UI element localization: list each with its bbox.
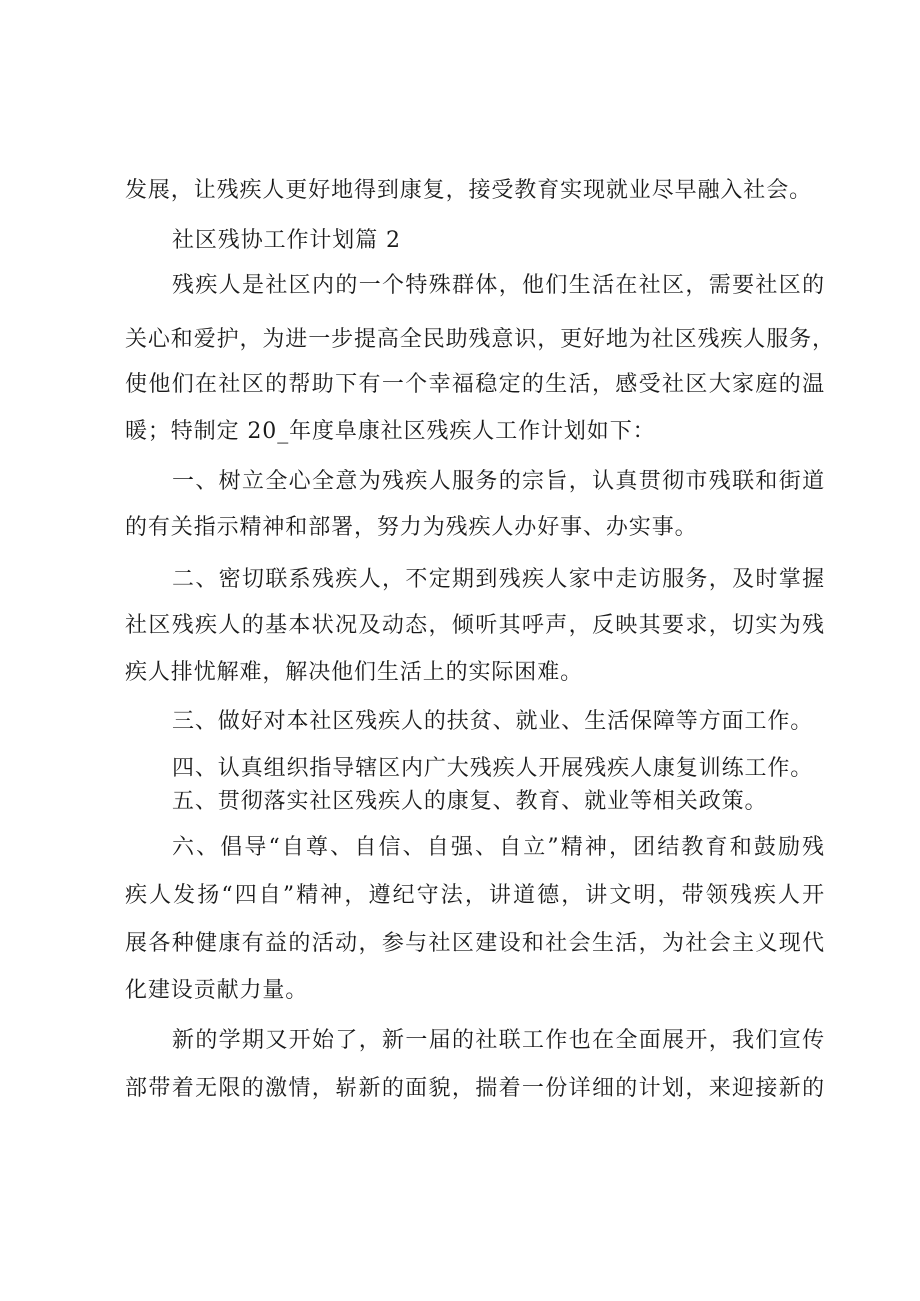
text-line: 发展，让残疾人更好地得到康复，接受教育实现就业尽早融入社会。: [125, 178, 813, 203]
text-line: 的有关指示精神和部署，努力为残疾人办好事、办实事。: [125, 515, 698, 540]
text-line: 展各种健康有益的活动，参与社区建设和社会生活，为社会主义现代: [125, 931, 825, 956]
text-line: 五、贯彻落实社区残疾人的康复、教育、就业等相关政策。: [172, 789, 768, 814]
text-line: 四、认真组织指导辖区内广大残疾人开展残疾人康复训练工作。: [172, 756, 814, 781]
text-line: 暖；特制定 20_年度阜康社区残疾人工作计划如下：: [125, 419, 656, 444]
text-line: 使他们在社区的帮助下有一个幸福稳定的生活，感受社区大家庭的温: [125, 372, 825, 397]
text-line: 化建设贡献力量。: [125, 978, 309, 1003]
text-line: 六、倡导“自尊、自信、自强、自立”精神，团结教育和鼓励残: [172, 835, 825, 860]
text-line: 关心和爱护，为进一步提高全民助残意识，更好地为社区残疾人服务，: [125, 327, 835, 352]
text-line: 疾人排忧解难，解决他们生活上的实际困难。: [125, 660, 584, 685]
text-line: 二、密切联系残疾人，不定期到残疾人家中走访服务，及时掌握: [172, 567, 825, 592]
section-heading: 社区残协工作计划篇 2: [172, 228, 401, 253]
text-line: 新的学期又开始了，新一届的社联工作也在全面展开，我们宣传: [172, 1028, 825, 1053]
text-line: 残疾人是社区内的一个特殊群体，他们生活在社区，需要社区的: [172, 273, 825, 298]
text-line: 三、做好对本社区残疾人的扶贫、就业、生活保障等方面工作。: [172, 709, 814, 734]
text-line: 部带着无限的激情，崭新的面貌，揣着一份详细的计划，来迎接新的: [125, 1076, 825, 1101]
text-line: 疾人发扬“四自”精神，遵纪守法，讲道德，讲文明，带领残疾人开: [125, 883, 825, 908]
text-line: 社区残疾人的基本状况及动态，倾听其呼声，反映其要求，切实为残: [125, 613, 825, 638]
text-line: 一、树立全心全意为残疾人服务的宗旨，认真贯彻市残联和街道: [172, 469, 825, 494]
